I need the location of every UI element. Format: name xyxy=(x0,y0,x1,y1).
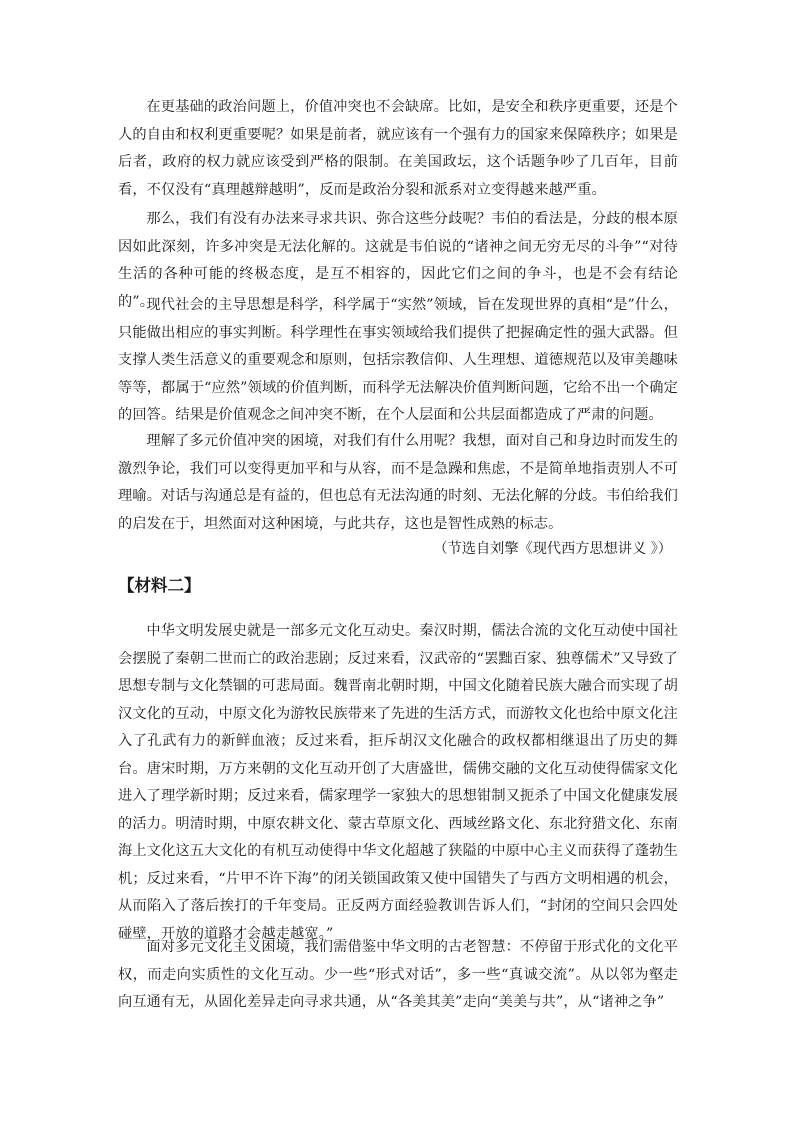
body-paragraph: 那么，我们有没有办法来寻求共识、弥合这些分歧呢？韦伯的看法是，分歧的根本原因如此深刻，许多冲突是无法化解的。这就是韦伯说的“诸神之间无穷无尽的斗争”“对待生活的各种可能的终极态度，是互不相容的，因此它们之间的争斗，也是不会有结论的”。 xyxy=(118,211,678,310)
source-citation: （节选自刘擎《现代西方思想讲义 》） xyxy=(433,541,672,557)
body-paragraph: 中华文明发展史就是一部多元文化互动史。秦汉时期，儒法合流的文化互动使中国社会摆脱了秦朝二世而亡的政治悲剧；反过来看，汉武帝的“罢黜百家、独尊儒术”又导致了思想专制与文化禁锢的可悲局面。魏晋南北朝时期，中国文化随着民族大融合而实现了胡汉文化的互动，中原文化为游牧民族带来了先进的生活方式，而游牧文化也给中原文化注入了孔武有力的新鲜血液；反过来看，拒斥胡汉文化融合的政权都相继退出了历史的舞台。唐宋时期，万方来朝的文化互动开创了大唐盛世，儒佛交融的文化互动使得儒家文化进入了理学新时期；反过来看，儒家理学一家独大的思想钳制又扼杀了中国文化健康发展的活力。明清时期，中原农耕文化、蒙古草原文化、西域丝路文化、东北狩猎文化、东南海上文化这五大文化的有机互动使得中华文化超越了狭隘的中原中心主义而获得了蓬勃生机；反过来看，“片甲不许下海”的闭关锁国政策又使中国错失了与西方文明相遇的机会，从而陷入了落后挨打的千年变局。正反两方面经验教训告诉人们，“封闭的空间只会四处碰壁，开放的道路才会越走越宽。” xyxy=(118,623,678,942)
body-paragraph: 现代社会的主导思想是科学，科学属于“实然”领域，旨在发现世界的真相“是”什么，只能做出相应的事实判断。科学理性在事实领域给我们提供了把握确定性的强大武器。但支撑人类生活意义的重要观念和原则，包括宗教信仰、人生理想、道德规范以及审美趣味等等，都属于“应然”领域的价值判断，而科学无法解决价值判断问题，它给不出一个确定的回答。结果是价值观念之间冲突不断，在个人层面和公共层面都造成了严肃的问题。 xyxy=(118,297,678,423)
body-paragraph: 面对多元文化主义困境，我们需借鉴中华文明的古老智慧：不停留于形式化的文化平权，而走向实质性的文化互动。少一些“形式对话”，多一些“真诚交流”。从以邻为壑走向互通有无，从固化差异走向寻求共通，从“各美其美”走向“美美与共”，从“诸神之争” xyxy=(118,939,678,1010)
section-heading: 【材料二】 xyxy=(118,576,201,595)
body-paragraph: 在更基础的政治问题上，价值冲突也不会缺席。比如，是安全和秩序更重要，还是个人的自由和权利更重要呢？如果是前者，就应该有一个强有力的国家来保障秩序；如果是后者，政府的权力就应该受到严格的限制。在美国政坛，这个话题争吵了几百年，目前看，不仅没有“真理越辩越明”，反而是政治分裂和派系对立变得越来越严重。 xyxy=(118,99,678,198)
body-paragraph: 理解了多元价值冲突的困境，对我们有什么用呢？我想，面对自己和身边时而发生的激烈争论，我们可以变得更加平和与从容，而不是急躁和焦虑，不是简单地指责别人不可理喻。对话与沟通总是有益的，但也总有无法沟通的时刻、无法化解的分歧。韦伯给我们的启发在于，坦然面对这种困境，与此共存，这也是智性成熟的标志。 xyxy=(118,433,678,532)
